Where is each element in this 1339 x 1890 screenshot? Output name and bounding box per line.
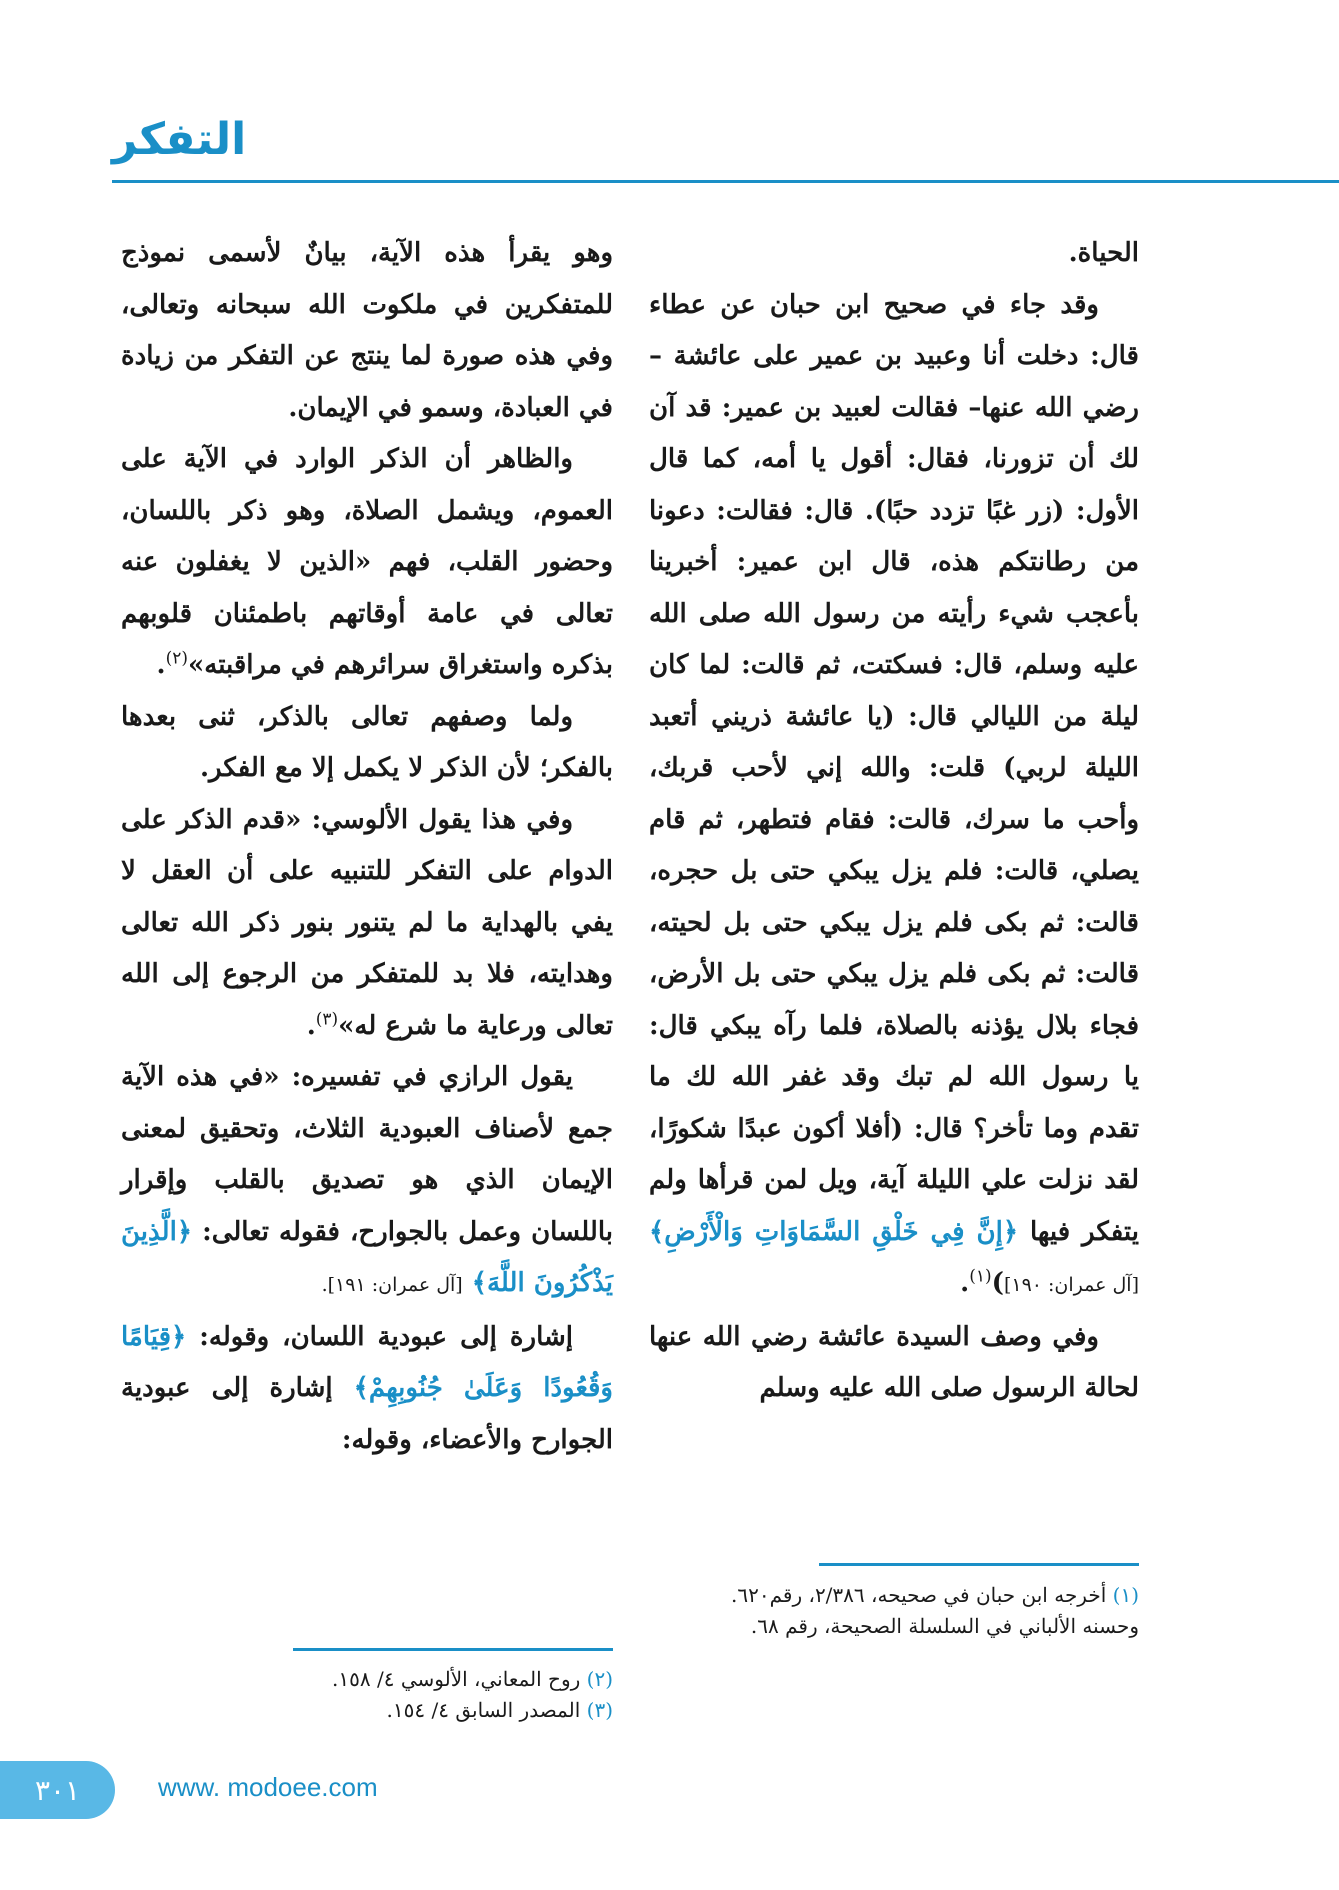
paragraph bbox=[121, 1052, 613, 1312]
paragraph-text: والظاهر أن الذكر الوارد في الآية على العموم، ويشمل الصلاة، وهو ذكر باللسان، وحضور القلب، فهم «الذين لا يغفلون عنه تعالى في عامة أوقاتهم باطمئنان قلوبهم بذكره واستغراق سرائرهم في مراقبته» bbox=[121, 444, 613, 680]
quran-verse bbox=[649, 1217, 1018, 1247]
footnotes-left bbox=[121, 1664, 613, 1726]
page-number: ٣٠١ bbox=[34, 1773, 81, 1807]
footnote-text: المصدر السابق ٤/ ١٥٤. bbox=[386, 1698, 581, 1722]
footnote-number: (١) bbox=[1112, 1583, 1139, 1607]
period: . bbox=[960, 1268, 970, 1298]
paragraph-text: يقول الرازي في تفسيره: «في هذه الآية جمع لأصناف العبودية الثلاث، وتحقيق لمعنى الإيمان الذي هو تصديق بالقلب وإقرار باللسان وعمل بالجوارح، فقوله تعالى: bbox=[121, 1062, 613, 1247]
ornate-bracket-close: ﴾ bbox=[649, 1216, 665, 1247]
paragraph: الحياة. bbox=[1068, 238, 1139, 268]
footnote bbox=[121, 1664, 613, 1695]
ornate-bracket-close: ﴾ bbox=[471, 1268, 487, 1298]
footnotes-right bbox=[649, 1580, 1139, 1642]
footnote-rule bbox=[293, 1648, 613, 1651]
website-link[interactable]: www. modoee.com bbox=[158, 1772, 378, 1802]
footnote bbox=[649, 1580, 1139, 1611]
footnote-text: أخرجه ابن حبان في صحيحه، ٢/٣٨٦، رقم٦٢٠. bbox=[731, 1583, 1107, 1607]
paragraph: وفي وصف السيدة عائشة رضي الله عنها لحالة الرسول صلى الله عليه وسلم bbox=[649, 1321, 1139, 1403]
paragraph-text: وفي هذا يقول الألوسي: «قدم الذكر على الدوام على التفكر للتنبيه على أن العقل لا يفي بالهداية ما لم يتنور بنور ذكر الله تعالى وهدايته، فلا بد للمتفكر من الرجوع إلى الله تعالى ورعاية ما شرع له» bbox=[121, 804, 613, 1041]
page-title: التفكر bbox=[112, 114, 247, 165]
paragraph bbox=[121, 434, 613, 692]
paragraph-text: إشارة إلى عبودية اللسان، وقوله: bbox=[199, 1321, 574, 1352]
paragraph: ولما وصفهم تعالى بالذكر، ثنى بعدها بالفكر؛ لأن الذكر لا يكمل إلا مع الفكر. bbox=[121, 701, 613, 783]
verse-reference: [آل عمران: ١٩١]. bbox=[321, 1274, 463, 1296]
footnote-mark: (٣) bbox=[315, 1008, 339, 1029]
paragraph bbox=[649, 280, 1139, 1312]
page-number-badge bbox=[0, 1761, 115, 1819]
footnote-number: (٣) bbox=[586, 1698, 613, 1722]
footnote-mark: (١) bbox=[969, 1266, 992, 1287]
ornate-bracket-open: ﴿ bbox=[176, 1216, 193, 1247]
closing-paren: ) bbox=[991, 1268, 1004, 1298]
paragraph bbox=[121, 1312, 613, 1467]
footnote-number: (٢) bbox=[586, 1667, 613, 1691]
verse-text: قِيَامًا وَقُعُودًا وَعَلَىٰ جُنُوبِهِمْ bbox=[121, 1321, 613, 1403]
footnote bbox=[121, 1695, 613, 1726]
period: . bbox=[306, 1010, 316, 1041]
paragraph: وهو يقرأ هذه الآية، بيانٌ لأسمى نموذج للمتفكرين في ملكوت الله سبحانه وتعالى، وفي هذه صورة لما ينتج عن التفكر من زيادة في العبادة، وسمو في الإيمان. bbox=[121, 238, 613, 423]
footnote-mark: (٢) bbox=[165, 648, 188, 669]
paragraph-text: إشارة إلى عبودية الجوارح والأعضاء، وقوله: bbox=[121, 1373, 613, 1455]
left-column bbox=[121, 228, 613, 1466]
ornate-bracket-open: ﴿ bbox=[1002, 1216, 1019, 1247]
ornate-bracket-open: ﴿ bbox=[171, 1321, 187, 1352]
verse-text: إِنَّ فِي خَلْقِ السَّمَاوَاتِ وَالْأَرْضِ bbox=[664, 1216, 1003, 1247]
ornate-bracket-close: ﴾ bbox=[353, 1373, 369, 1403]
header-rule bbox=[112, 180, 1339, 183]
paragraph-text: وقد جاء في صحيح ابن حبان عن عطاء قال: دخلت أنا وعبيد بن عمير على عائشة –رضي الله عنها– فقالت لعبيد بن عمير: قد آن لك أن تزورنا، فقال: أقول يا أمه، كما قال الأول: (زر غبًا تزدد حبًا). قال: فقالت: دعونا من رطانتكم هذه، قال ابن عمير: أخبرينا بأعجب شيء رأيته من رسول الله صلى الله عليه وسلم، قال: فسكتت، ثم قالت: لما كان ليلة من الليالي قال: (يا عائشة ذريني أتعبد الليلة لربي) قلت: والله إني لأحب قربك، وأحب ما سرك، قالت: فقام فتطهر، ثم قام يصلي، قالت: فلم يزل يبكي حتى بل حجره، قالت: ثم بكى فلم يزل يبكي حتى بل لحيته، قالت: ثم بكى فلم يزل يبكي حتى بل الأرض، فجاء بلال يؤذنه بالصلاة، فلما رآه يبكي قال: يا رسول الله لم تبك وقد غفر الله لك ما تقدم وما تأخر؟ قال: (أفلا أكون عبدًا شكورًا، لقد نزلت علي الليلة آية، ويل لمن قرأها ولم يتفكر فيها bbox=[649, 289, 1139, 1247]
period: . bbox=[156, 650, 166, 680]
verse-text: الَّذِينَ يَذْكُرُونَ اللَّهَ bbox=[121, 1216, 613, 1298]
footnote-continuation: وحسنه الألباني في السلسلة الصحيحة، رقم ٦٨. bbox=[750, 1614, 1139, 1638]
right-column bbox=[649, 228, 1139, 1415]
footnote-text: روح المعاني، الألوسي ٤/ ١٥٨. bbox=[332, 1667, 581, 1691]
paragraph bbox=[121, 795, 613, 1053]
verse-reference: [آل عمران: ١٩٠] bbox=[1003, 1274, 1139, 1296]
footnote-rule bbox=[819, 1563, 1139, 1566]
